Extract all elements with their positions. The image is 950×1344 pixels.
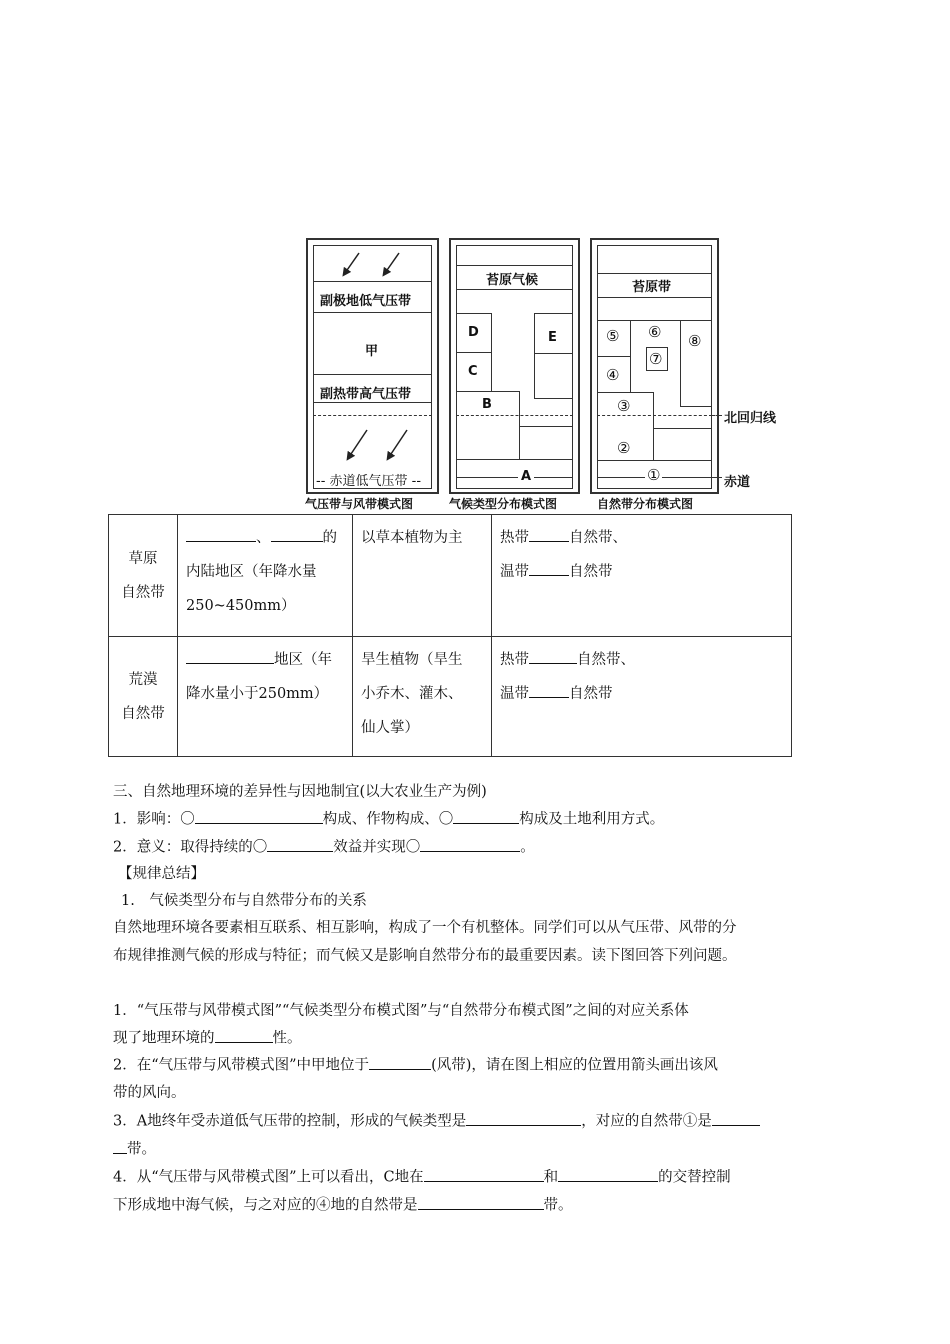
zone-name-cell	[109, 637, 178, 757]
section-line-1: 1．影响：〇 构成、作物构成、〇 构成及土地利用方式。	[113, 808, 664, 831]
divider	[534, 398, 573, 399]
answer-blank[interactable]	[186, 527, 256, 543]
zone-5: ⑤	[606, 327, 620, 345]
tropic-dashed-line	[597, 415, 712, 416]
zone-6: ⑥	[648, 323, 662, 341]
answer-blank[interactable]	[186, 649, 274, 665]
divider	[456, 477, 573, 478]
jia-label: 甲	[365, 344, 379, 359]
divider	[630, 320, 631, 392]
climate-C: C	[468, 364, 478, 379]
answer-blank[interactable]	[424, 1166, 544, 1182]
tropic-label: 北回归线	[724, 411, 777, 426]
divider	[519, 426, 573, 427]
question-2-line-2: 带的风向。	[113, 1085, 186, 1101]
climate-B: B	[482, 397, 492, 412]
divider	[534, 313, 573, 314]
divider	[597, 356, 630, 357]
divider	[534, 353, 573, 354]
zone-name: 自然带	[121, 705, 165, 722]
distribution-cell: 、 的 内陆地区（年降水量 250~450mm）	[178, 515, 353, 637]
belt-cell: 热带 自然带、 温带 自然带	[492, 515, 792, 637]
climate-figure-caption: 气候类型分布模式图	[449, 497, 558, 511]
distribution-cell: 地区（年 降水量小于250mm）	[178, 637, 353, 757]
zone-4: ④	[606, 366, 620, 384]
answer-blank[interactable]	[420, 836, 520, 852]
question-4-line-2: 下形成地中海气候，与之对应的④地的自然带是 带。	[113, 1194, 573, 1217]
answer-blank[interactable]	[267, 836, 333, 852]
tropic-leader-line	[712, 415, 722, 416]
zone-figure-caption: 自然带分布模式图	[597, 497, 694, 511]
divider	[597, 392, 653, 393]
wind-arrow-icon	[349, 430, 367, 457]
answer-blank[interactable]	[712, 1110, 760, 1126]
zone-name-cell	[109, 515, 178, 637]
tundra-climate-label: 苔原气候	[486, 273, 539, 288]
table-row	[109, 515, 792, 637]
answer-blank[interactable]	[558, 1166, 658, 1182]
divider	[680, 406, 712, 407]
equator-label: 赤道	[724, 475, 751, 490]
zone-2: ②	[617, 439, 631, 457]
divider	[597, 320, 712, 321]
divider	[313, 281, 432, 282]
subpolar-low-label: 副极地低气压带	[320, 294, 412, 309]
answer-blank[interactable]	[113, 1138, 127, 1154]
answer-blank[interactable]	[529, 561, 569, 577]
divider	[456, 313, 492, 314]
natural-zone-table	[108, 514, 792, 757]
table-row	[109, 637, 792, 757]
answer-blank[interactable]	[215, 1027, 273, 1043]
climate-A: A	[518, 469, 534, 484]
section-line-2: 2．意义：取得持续的〇 效益并实现〇 。	[113, 836, 535, 859]
wind-arrow-icon	[385, 253, 399, 273]
divider	[313, 402, 432, 403]
vegetation-cell: 以草本植物为主	[353, 515, 492, 637]
section-title: 三、自然地理环境的差异性与因地制宜(以大农业生产为例)	[113, 784, 487, 800]
answer-blank[interactable]	[529, 649, 577, 665]
question-3-line-2: 带。	[113, 1138, 156, 1161]
divider	[313, 312, 432, 313]
paragraph-line: 布规律推测气候的形成与特征；而气候又是影响自然带分布的最重要因素。读下图回答下列问题。	[113, 948, 737, 964]
answer-blank[interactable]	[529, 683, 569, 699]
answer-blank[interactable]	[453, 808, 519, 824]
divider	[597, 273, 712, 274]
zone-name: 草原	[128, 550, 158, 567]
divider	[597, 460, 712, 461]
answer-blank[interactable]	[195, 808, 323, 824]
question-3-line-1: 3．A地终年受赤道低气压带的控制，形成的气候类型是 ，对应的自然带①是	[113, 1110, 760, 1133]
zone-8: ⑧	[688, 332, 702, 350]
divider	[519, 391, 520, 459]
divider	[653, 428, 712, 429]
divider	[456, 289, 573, 290]
equator-leader-line	[712, 477, 722, 478]
divider	[653, 392, 654, 460]
wind-arrow-icons-bottom	[313, 425, 432, 465]
wind-arrow-icons-top	[313, 245, 432, 285]
climate-E: E	[548, 330, 557, 345]
divider	[456, 459, 573, 460]
tropic-dashed-line	[456, 415, 573, 416]
tundra-belt-label: 苔原带	[632, 280, 672, 295]
zone-name: 自然带	[121, 584, 165, 601]
question-2-line-1: 2．在“气压带与风带模式图”中甲地位于 (风带)，请在图上相应的位置用箭头画出该风	[113, 1054, 718, 1077]
topic-heading: 1. 气候类型分布与自然带分布的关系	[121, 893, 367, 909]
tropic-dashed-line	[313, 415, 432, 416]
equatorial-low-label: -- 赤道低气压带 --	[316, 474, 422, 489]
wind-arrow-icon	[345, 253, 359, 273]
answer-blank[interactable]	[466, 1110, 581, 1126]
answer-blank[interactable]	[271, 527, 323, 543]
wind-arrow-icon	[389, 430, 407, 457]
answer-blank[interactable]	[418, 1194, 544, 1210]
zone-3: ③	[617, 397, 631, 415]
paragraph-line: 自然地理环境各要素相互联系、相互影响，构成了一个有机整体。同学们可以从气压带、风带的分	[113, 920, 737, 936]
zone-7: ⑦	[649, 350, 663, 368]
vegetation-cell: 旱生植物（旱生 小乔木、灌木、 仙人掌）	[353, 637, 492, 757]
divider	[456, 391, 519, 392]
divider	[597, 297, 712, 298]
climate-D: D	[468, 325, 479, 340]
belt-cell: 热带 自然带、 温带 自然带	[492, 637, 792, 757]
summary-heading: 【规律总结】	[118, 866, 205, 882]
divider	[456, 352, 492, 353]
divider	[456, 265, 573, 266]
divider	[534, 313, 535, 399]
question-1-line-1: 1．“气压带与风带模式图”“气候类型分布模式图”与“自然带分布模式图”之间的对应关系体	[113, 1003, 689, 1019]
question-4-line-1: 4．从“气压带与风带模式图”上可以看出，C地在 和 的交替控制	[113, 1166, 731, 1189]
divider	[680, 320, 681, 406]
zone-1: ①	[647, 466, 661, 484]
pressure-figure-caption: 气压带与风带模式图	[305, 497, 414, 511]
divider	[313, 374, 432, 375]
answer-blank[interactable]	[369, 1054, 431, 1070]
zone-name: 荒漠	[128, 671, 158, 688]
question-1-line-2: 现了地理环境的 性。	[113, 1027, 302, 1050]
answer-blank[interactable]	[529, 527, 569, 543]
subtropical-high-label: 副热带高气压带	[320, 387, 412, 402]
